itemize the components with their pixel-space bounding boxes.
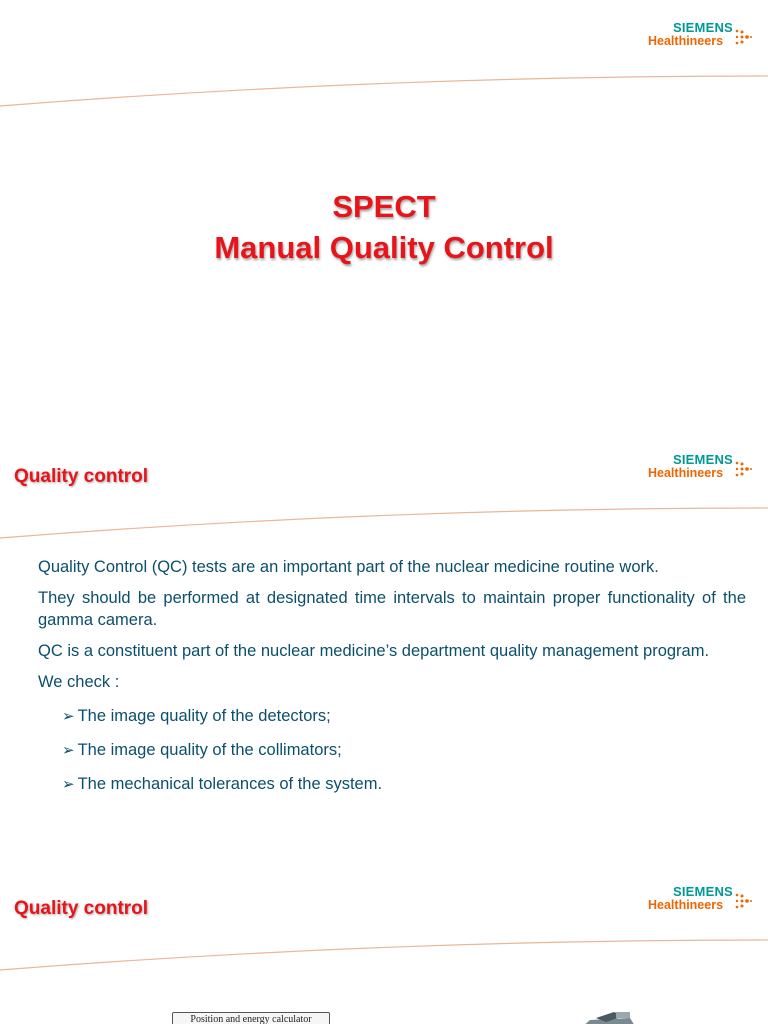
siemens-healthineers-logo (646, 20, 758, 54)
logo-dots-icon (734, 460, 752, 478)
title-line-subtitle: Manual Quality Control (214, 230, 554, 265)
body-paragraph: QC is a constituent part of the nuclear medicine’s department quality management program. (38, 642, 710, 660)
logo-dots-icon (734, 28, 752, 46)
header-divider-curve (0, 70, 768, 110)
logo-brand-name: SIEMENS (673, 20, 733, 35)
check-list (38, 705, 746, 796)
logo-brand-subname: Healthineers (648, 34, 724, 48)
title-line-spect: SPECT (332, 189, 436, 224)
section-heading: Quality control (14, 466, 149, 487)
logo-brand-name: SIEMENS (673, 884, 733, 899)
arrow-bullet-icon: ➢ (62, 742, 75, 759)
siemens-healthineers-logo (646, 452, 758, 486)
slide-body (38, 556, 746, 807)
body-paragraph: Quality Control (QC) tests are an important part of the nuclear medicine routine work. (38, 558, 659, 576)
header-divider-curve (0, 934, 768, 974)
section-heading: Quality control (14, 898, 149, 919)
logo-dots-icon (734, 892, 752, 910)
logo-brand-subname: Healthineers (648, 898, 724, 912)
arrow-bullet-icon: ➢ (62, 708, 75, 725)
logo-brand-name: SIEMENS (673, 452, 733, 467)
slide-title (0, 186, 768, 268)
header-divider-curve (0, 502, 768, 542)
siemens-healthineers-logo (646, 884, 758, 918)
body-paragraph: They should be performed at designated time intervals to maintain proper functionality of the gamma camera. (38, 589, 746, 629)
hardware-photo-thumbnail (560, 1004, 650, 1024)
list-item: ➢ The mechanical tolerances of the system. (62, 775, 383, 793)
quality-control-slide (0, 432, 768, 864)
diagram-label-box: Position and energy calculator (172, 1012, 330, 1024)
logo-brand-subname: Healthineers (648, 466, 724, 480)
list-item: ➢ The image quality of the detectors; (62, 707, 331, 725)
arrow-bullet-icon: ➢ (62, 776, 75, 793)
list-item: ➢ The image quality of the collimators; (62, 741, 342, 759)
quality-control-slide (0, 864, 768, 1024)
body-paragraph: We check : (38, 673, 120, 691)
title-slide (0, 0, 768, 432)
